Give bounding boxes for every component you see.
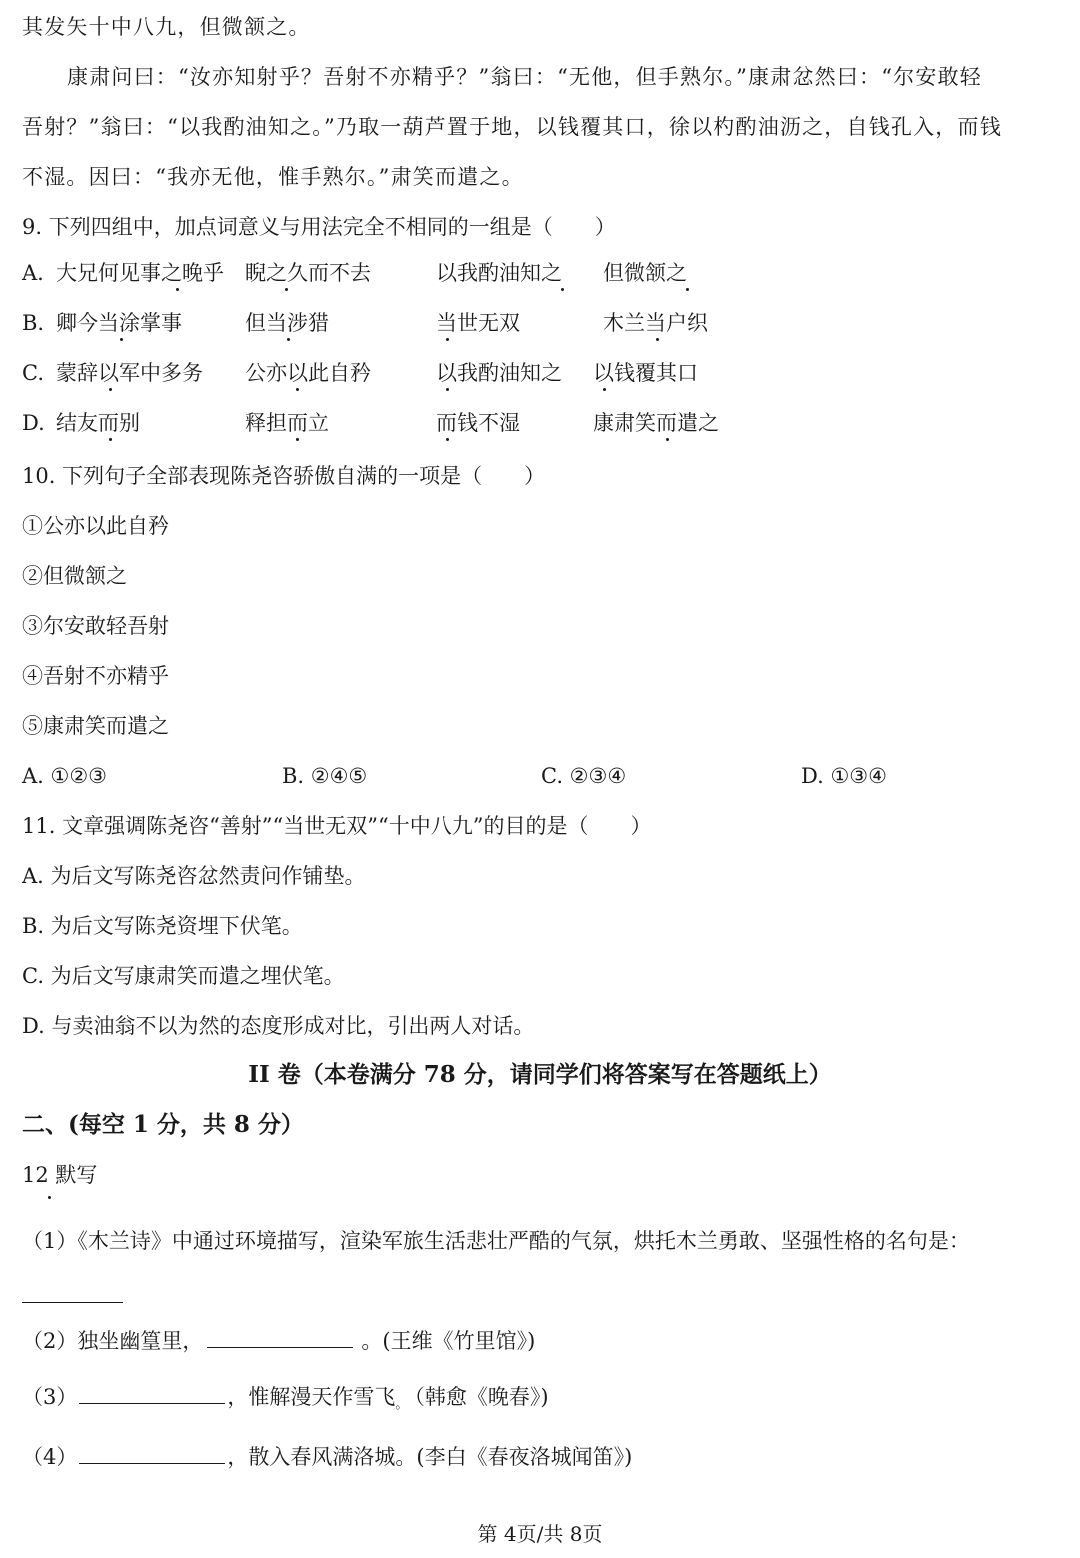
q10-option-a: A. ①②③ [22, 764, 107, 788]
passage-line-3: 吾射？”翁曰：“以我酌油知之。”乃取一葫芦置于地，以钱覆其口，徐以杓酌油沥之，自钱孔入，而钱 [22, 115, 1002, 139]
q12-4-line [22, 1442, 632, 1472]
q12-3-period: 。 [395, 1397, 409, 1412]
q12-3-text: ，惟解漫天作雪飞 [227, 1385, 396, 1409]
answer-blank[interactable] [79, 1383, 225, 1404]
emphasis-dot [603, 388, 606, 391]
emphasis-dot [656, 338, 659, 341]
emphasis-dot [285, 288, 288, 291]
q9-option-b-label: B. [22, 311, 45, 335]
emphasis-dot [446, 438, 449, 441]
q9-option-d-item-4: 康肃笑而遣之 [593, 411, 719, 435]
passage-line-4: 不湿。因曰：“我亦无他，惟手熟尔。”肃笑而遣之。 [22, 165, 524, 189]
emphasis-dot [287, 338, 290, 341]
q11-option-b: B. 为后文写陈尧资埋下伏笔。 [22, 914, 303, 938]
q9-option-a-item-1: 大兄何见事之晚乎 [56, 261, 224, 285]
q12-3-source: （韩愈《晚春》) [414, 1385, 549, 1409]
q10-option-d: D. ①③④ [801, 764, 887, 788]
volume-title: II 卷（本卷满分 78 分，请同学们将答案写在答题纸上） [248, 1061, 832, 1088]
part-title: 二、(每空 1 分，共 8 分） [22, 1111, 304, 1138]
q10-option-b: B. ②④⑤ [282, 764, 368, 788]
q12-1-prompt: （1）《木兰诗》中通过环境描写，渲染军旅生活悲壮严酷的气氛，烘托木兰勇敢、坚强性格的名句是： [22, 1229, 970, 1253]
q9-option-a-label: A. [22, 261, 44, 285]
q12-2-source: 。(王维《竹里馆》) [361, 1329, 536, 1353]
passage-line-2: 康肃问曰：“汝亦知射乎？吾射不亦精乎？”翁曰：“无他，但手熟尔。”康肃忿然曰：“尔安敢轻 [67, 65, 982, 89]
q9-option-a-item-3: 以我酌油知之 [436, 261, 562, 285]
page-number: 第 4页/共 8页 [477, 1522, 603, 1546]
emphasis-dot [109, 438, 112, 441]
q10-sentence-4: ④吾射不亦精乎 [22, 664, 169, 688]
emphasis-dot [446, 338, 449, 341]
q10-sentence-2: ②但微颔之 [22, 564, 127, 588]
q12-4-text: ，散入春风满洛城。(李白《春夜洛城闻笛》) [227, 1445, 633, 1469]
q9-option-d-item-1: 结友而别 [56, 411, 140, 435]
emphasis-dot [296, 388, 299, 391]
q9-option-d-label: D. [22, 411, 45, 435]
passage-line-1: 其发矢十中八九，但微颔之。 [22, 15, 311, 39]
q12-3-line [22, 1382, 549, 1420]
q9-option-c-label: C. [22, 361, 44, 385]
emphasis-dot [686, 288, 689, 291]
emphasis-dot [296, 438, 299, 441]
q9-option-c-item-2: 公亦以此自矜 [245, 361, 371, 385]
q9-option-c-item-4: 以钱覆其口 [593, 361, 698, 385]
answer-blank[interactable] [207, 1327, 353, 1348]
q9-stem: 9. 下列四组中，加点词意义与用法完全不相同的一组是（ ） [22, 215, 616, 239]
q9-option-c-item-1: 蒙辞以军中多务 [56, 361, 203, 385]
q11-option-a: A. 为后文写陈尧咨忿然责问作铺垫。 [22, 864, 366, 888]
emphasis-dot [446, 388, 449, 391]
emphasis-dot [120, 338, 123, 341]
q9-option-a-item-4: 但微颔之 [603, 261, 687, 285]
q12-4-number: （4） [22, 1445, 78, 1469]
q10-sentence-5: ⑤康肃笑而遣之 [22, 714, 169, 738]
q11-stem: 11. 文章强调陈尧咨“善射”“当世无双”“十中八九”的目的是（ ） [22, 814, 652, 838]
q9-option-b-item-4: 木兰当户织 [603, 311, 708, 335]
emphasis-dot [48, 1196, 51, 1199]
q9-option-d-item-2: 释担而立 [245, 411, 329, 435]
q10-sentence-3: ③尔安敢轻吾射 [22, 614, 169, 638]
q9-option-b-item-3: 当世无双 [436, 311, 520, 335]
q9-option-b-item-1: 卿今当涂掌事 [56, 311, 182, 335]
emphasis-dot [666, 438, 669, 441]
q10-option-c: C. ②③④ [541, 764, 627, 788]
q9-option-a-item-2: 睨之久而不去 [245, 261, 371, 285]
q10-stem: 10. 下列句子全部表现陈尧咨骄傲自满的一项是（ ） [22, 464, 546, 488]
answer-blank[interactable] [22, 1302, 123, 1303]
q12-2-line [22, 1326, 535, 1356]
q10-sentence-1: ①公亦以此自矜 [22, 514, 169, 538]
q12-label: 12 默写 [22, 1163, 98, 1187]
answer-blank[interactable] [79, 1443, 225, 1464]
emphasis-dot [109, 388, 112, 391]
emphasis-dot [561, 288, 564, 291]
q9-option-b-item-2: 但当涉猎 [245, 311, 329, 335]
q9-option-d-item-3: 而钱不湿 [436, 411, 520, 435]
q12-3-number: （3） [22, 1385, 78, 1409]
emphasis-dot [176, 288, 179, 291]
q11-option-d: D. 与卖油翁不以为然的态度形成对比，引出两人对话。 [22, 1014, 535, 1038]
q12-2-text: （2）独坐幽篁里， [22, 1329, 204, 1353]
q11-option-c: C. 为后文写康肃笑而遣之埋伏笔。 [22, 964, 345, 988]
q9-option-c-item-3: 以我酌油知之 [436, 361, 562, 385]
